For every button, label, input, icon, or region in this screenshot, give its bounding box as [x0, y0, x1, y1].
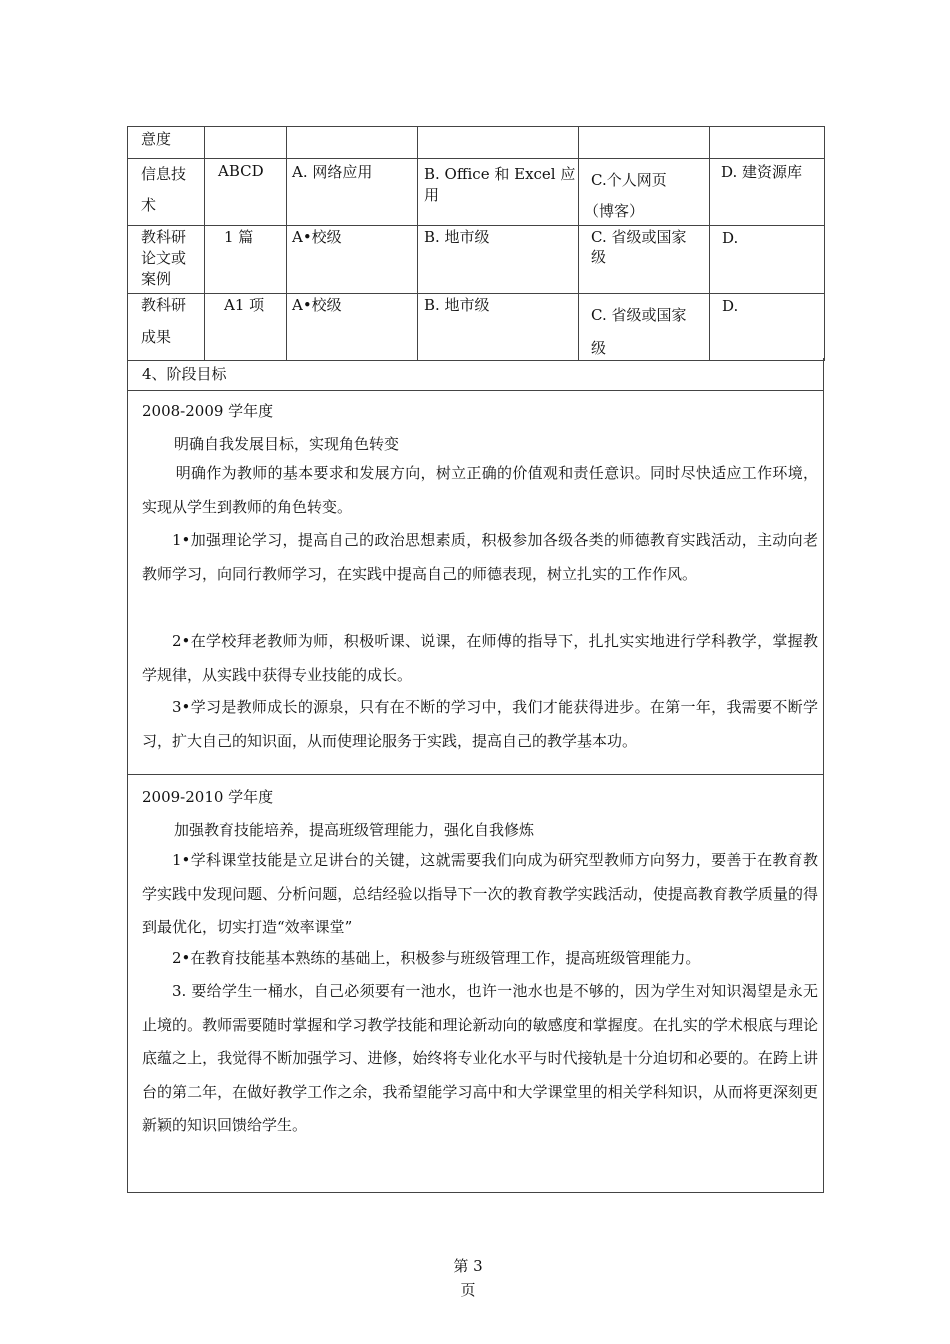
option-d: D. 建资源库: [721, 163, 803, 181]
row-label: 成果: [141, 328, 172, 346]
option-b: B. 地市级: [424, 228, 490, 246]
row-label: 教科研: [141, 228, 187, 246]
page-number-line: 第 3: [453, 1257, 483, 1275]
option-c: 级: [591, 339, 607, 357]
paragraph: 3•学习是教师成长的源泉，只有在不断的学习中，我们才能获得进步。在第一年，我需要不断学习，扩大自己的知识面，从而使理论服务于实践，提高自己的教学基本功。: [142, 698, 818, 750]
paragraph: 1•加强理论学习，提高自己的政治思想素质，积极参加各级各类的师德教育实践活动，主动向老教师学习，向同行教师学习，在实践中提高自己的师德表现，树立扎实的工作作风。: [142, 531, 818, 583]
paragraph: 1•学科课堂技能是立足讲台的关键，这就需要我们向成为研究型教师方向努力，要善于在教育教学实践中发现问题、分析问题，总结经验以指导下一次的教育教学实践活动，使提高教育教学质量的得到最优化，切实打造“效率课堂”: [142, 851, 818, 936]
option-c: C. 省级或国家: [591, 228, 687, 246]
year-label: 2009-2010 学年度: [142, 788, 274, 806]
row-label: 意度: [141, 130, 172, 148]
option-b: B. 地市级: [424, 296, 490, 314]
selected-value: A1 项: [224, 296, 265, 314]
year-block-2009: [127, 774, 824, 1193]
goal-heading: 明确自我发展目标，实现角色转变: [174, 435, 400, 453]
section-title: 4、阶段目标: [142, 365, 227, 383]
option-a: A•校级: [292, 296, 342, 314]
option-b: 用: [424, 186, 440, 204]
table-row: [128, 294, 825, 361]
option-b: B. Office 和 Excel 应: [424, 165, 576, 183]
row-label: 案例: [141, 270, 172, 288]
table-row: [128, 226, 825, 294]
option-a: A. 网络应用: [292, 163, 373, 181]
row-label: 术: [141, 196, 157, 214]
option-a: A•校级: [292, 228, 342, 246]
option-c: （博客）: [584, 202, 645, 220]
page-number: [448, 1254, 488, 1302]
option-c: 级: [591, 248, 607, 266]
page-number-line: 页: [460, 1281, 476, 1299]
paragraph: 2•在学校拜老教师为师，积极听课、说课，在师傅的指导下，扎扎实实地进行学科教学，掌握教学规律，从实践中获得专业技能的成长。: [142, 632, 818, 684]
paragraph: 2•在教育技能基本熟练的基础上，积极参与班级管理工作，提高班级管理能力。: [172, 949, 701, 967]
option-d: D.: [722, 297, 739, 315]
option-d: D.: [722, 229, 739, 247]
paragraph: 明确作为教师的基本要求和发展方向，树立正确的价值观和责任意识。同时尽快适应工作环境，实现从学生到教师的角色转变。: [142, 464, 818, 516]
selected-value: 1 篇: [224, 228, 254, 246]
table-row: [128, 127, 825, 159]
table-row: [128, 159, 825, 226]
selected-value: ABCD: [218, 162, 264, 180]
option-c: C.个人网页: [591, 171, 667, 189]
row-label: 教科研: [141, 296, 187, 314]
option-c: C. 省级或国家: [591, 306, 687, 324]
year-block-2008: [127, 390, 824, 775]
paragraph: 3. 要给学生一桶水，自己必须要有一池水，也许一池水也是不够的，因为学生对知识渴望是永无止境的。教师需要随时掌握和学习教学技能和理论新动向的敏感度和掌握度。在扎实的学术根底与理论底蕴之上，我觉得不断加强学习、进修，始终将专业化水平与时代接轨是十分迫切和必要的。在跨上讲台的第二年，在做好教学工作之余，我希望能学习高中和大学课堂里的相关学科知识，从而将更深刻更新颖的知识回馈给学生。: [142, 982, 818, 1134]
row-label: 信息技: [141, 165, 187, 183]
section-header: [127, 358, 824, 391]
goals-table: [127, 126, 825, 361]
year-label: 2008-2009 学年度: [142, 402, 274, 420]
row-label: 论文或: [141, 249, 187, 267]
goal-heading: 加强教育技能培养，提高班级管理能力，强化自我修炼: [174, 821, 535, 839]
